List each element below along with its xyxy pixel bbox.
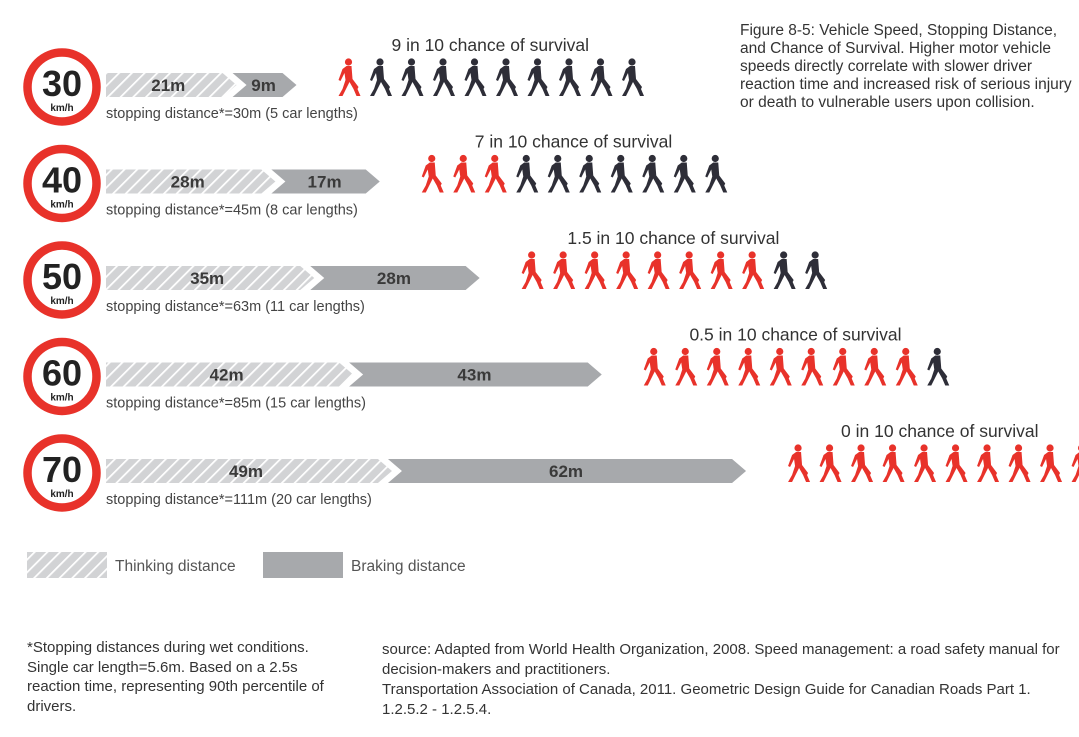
walking-person-icon: [820, 444, 842, 482]
walking-person-icon: [453, 155, 475, 193]
thinking-distance-label: 42m: [209, 365, 244, 385]
speed-value: 70: [41, 449, 83, 490]
walking-person-icon: [516, 155, 538, 193]
walking-person-icon: [496, 58, 518, 96]
survival-label: 0.5 in 10 chance of survival: [689, 324, 902, 345]
walking-person-icon: [801, 348, 823, 386]
walking-person-icon: [622, 58, 644, 96]
legend-label: Braking distance: [351, 558, 466, 575]
walking-person-icon: [559, 58, 581, 96]
speed-unit: km/h: [50, 489, 74, 500]
walking-person-icon: [742, 251, 764, 289]
walking-person-icon: [883, 444, 905, 482]
walking-person-icon: [705, 155, 727, 193]
walking-person-icon: [528, 58, 550, 96]
speed-unit: km/h: [50, 103, 74, 114]
walking-person-icon: [553, 251, 575, 289]
walking-person-icon: [738, 348, 760, 386]
walking-person-icon: [711, 251, 733, 289]
thinking-distance-label: 35m: [190, 269, 225, 288]
source-line: source: Adapted from World Health Organization, 2008. Speed management: a road safety manual for decision-makers and practitioners.: [382, 641, 1060, 678]
survival-label: 1.5 in 10 chance of survival: [567, 228, 780, 248]
walking-person-icon: [946, 444, 968, 482]
survival-label: 7 in 10 chance of survival: [474, 131, 673, 152]
speed-row: [28, 35, 645, 122]
walking-person-icon: [788, 444, 810, 482]
walking-person-icon: [774, 251, 796, 289]
walking-person-icon: [642, 155, 664, 193]
speed-value: 60: [41, 352, 83, 394]
walking-person-icon: [548, 155, 570, 193]
walking-person-icon: [644, 348, 666, 386]
speed-value: 50: [41, 256, 83, 297]
walking-person-icon: [579, 155, 601, 193]
walking-person-icon: [707, 348, 729, 386]
footnote: *Stopping distances during wet conditions. Single car length=5.6m. Based on a 2.5s reaction time, representing 90th percentile of drivers.: [27, 639, 324, 715]
legend-braking: [263, 552, 466, 578]
walking-person-icon: [805, 251, 827, 289]
walking-person-icon: [616, 251, 638, 289]
walking-person-icon: [648, 251, 670, 289]
speed-value: 40: [41, 159, 83, 201]
speed-row: [28, 228, 828, 315]
walking-person-icon: [914, 444, 936, 482]
speed-unit: km/h: [50, 392, 74, 404]
walking-person-icon: [433, 58, 455, 96]
stopping-distance-label: stopping distance*=85m (15 car lengths): [106, 395, 366, 412]
survival-label: 9 in 10 chance of survival: [391, 35, 589, 55]
walking-person-icon: [522, 251, 544, 289]
walking-person-icon: [770, 348, 792, 386]
walking-person-icon: [585, 251, 607, 289]
survival-label: 0 in 10 chance of survival: [841, 421, 1039, 441]
stopping-distance-label: stopping distance*=45m (8 car lengths): [106, 202, 358, 219]
walking-person-icon: [1072, 444, 1079, 482]
walking-person-icon: [339, 58, 361, 96]
legend-swatch: [27, 552, 107, 578]
walking-person-icon: [370, 58, 392, 96]
walking-person-icon: [1009, 444, 1031, 482]
walking-person-icon: [1040, 444, 1062, 482]
walking-person-icon: [679, 251, 701, 289]
legend-thinking: [27, 552, 236, 578]
walking-person-icon: [927, 348, 949, 386]
walking-person-icon: [864, 348, 886, 386]
speed-unit: km/h: [50, 296, 74, 307]
speed-row: [28, 421, 1079, 508]
walking-person-icon: [485, 155, 507, 193]
walking-person-icon: [591, 58, 613, 96]
thinking-distance-label: 28m: [170, 172, 205, 192]
legend-swatch: [263, 552, 343, 578]
braking-distance-label: 9m: [251, 76, 276, 95]
walking-person-icon: [611, 155, 633, 193]
walking-person-icon: [422, 155, 444, 193]
walking-person-icon: [465, 58, 487, 96]
walking-person-icon: [674, 155, 696, 193]
speed-row: [28, 132, 728, 219]
walking-person-icon: [851, 444, 873, 482]
legend-label: Thinking distance: [115, 558, 236, 575]
braking-distance-label: 43m: [457, 365, 492, 385]
source-citation: [382, 640, 1062, 720]
walking-person-icon: [402, 58, 424, 96]
figure-caption: Figure 8-5: Vehicle Speed, Stopping Distance, and Chance of Survival. Higher motor vehicle speeds directly correlate with slower driver reaction time and increased risk of serious injury or death to vulnerable users upon collision.: [740, 22, 1072, 111]
braking-distance-label: 17m: [307, 172, 342, 192]
source-line: Transportation Association of Canada, 2011. Geometric Design Guide for Canadian Roads Part 1. 1.2.5.2 - 1.2.5.4.: [382, 681, 1031, 718]
thinking-distance-label: 49m: [228, 462, 263, 481]
speed-value: 30: [41, 63, 83, 104]
braking-distance-label: 62m: [548, 462, 584, 481]
speed-unit: km/h: [50, 199, 74, 211]
walking-person-icon: [896, 348, 918, 386]
walking-person-icon: [833, 348, 855, 386]
thinking-distance-label: 21m: [151, 76, 186, 95]
speed-row: [28, 325, 950, 412]
stopping-distance-label: stopping distance*=63m (11 car lengths): [106, 299, 365, 315]
stopping-distance-label: stopping distance*=111m (20 car lengths): [106, 492, 372, 508]
walking-person-icon: [977, 444, 999, 482]
braking-distance-label: 28m: [376, 269, 411, 288]
stopping-distance-label: stopping distance*=30m (5 car lengths): [106, 106, 358, 122]
walking-person-icon: [675, 348, 697, 386]
